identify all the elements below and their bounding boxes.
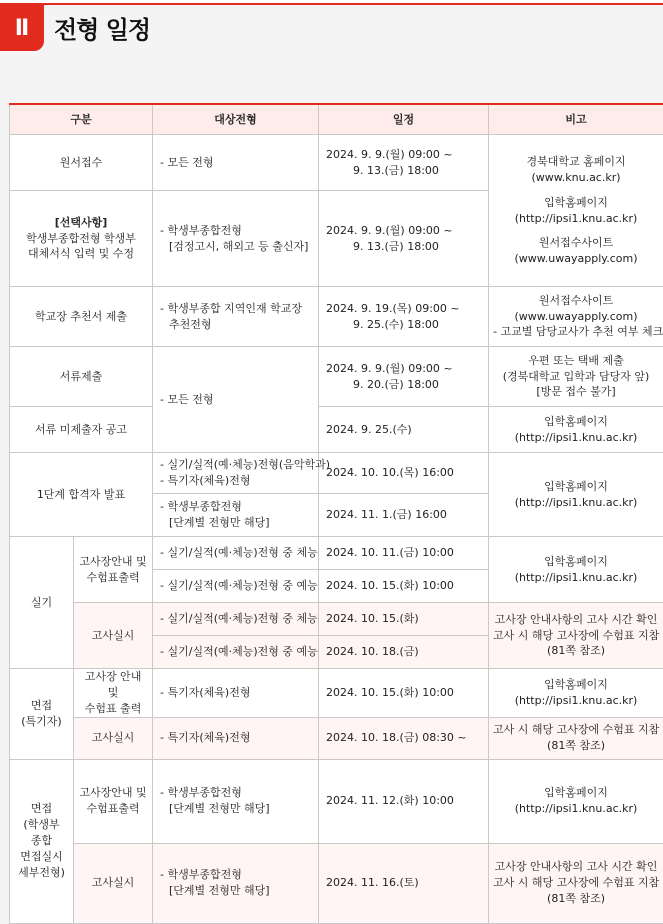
top-accent-line	[0, 0, 663, 5]
date-cell: 2024. 10. 10.(목) 16:00	[319, 453, 489, 494]
subcategory-line: 고사장안내 및	[78, 554, 148, 570]
table-row	[10, 759, 663, 843]
subcategory-cell	[74, 537, 153, 603]
note-line: 원서접수사이트	[493, 293, 659, 309]
target-line: - 학생부종합전형	[160, 785, 314, 801]
note-line: 고사장 안내사항의 고사 시간 확인	[493, 612, 659, 628]
subcategory-cell: 고사실시	[74, 717, 153, 759]
note-cell	[489, 759, 663, 843]
date-line: 9. 25.(수) 18:00	[326, 317, 484, 333]
target-cell: - 실기/실적(예·체능)전형 중 체능	[153, 537, 319, 570]
target-line: [검정고시, 해외고 등 출신자]	[160, 239, 314, 255]
date-line: 2024. 9. 9.(월) 09:00 ~	[326, 361, 484, 377]
subcategory-line: 고사장 안내 및	[78, 669, 148, 701]
table-header-row	[10, 104, 663, 135]
category-line: 면접	[14, 801, 69, 817]
date-cell: 2024. 9. 25.(수)	[319, 407, 489, 453]
table-row	[10, 287, 663, 347]
date-cell: 2024. 10. 11.(금) 10:00	[319, 537, 489, 570]
note-line: 입학홈페이지	[493, 554, 659, 570]
note-cell	[489, 287, 663, 347]
target-cell: - 실기/실적(예·체능)전형 중 예능	[153, 570, 319, 603]
note-line: 입학홈페이지	[493, 195, 659, 211]
note-line: 원서접수사이트	[493, 235, 659, 251]
note-cell	[489, 669, 663, 718]
target-cell: - 실기/실적(예·체능)전형 중 예능	[153, 636, 319, 669]
note-line: 고사장 안내사항의 고사 시간 확인	[493, 859, 659, 875]
table-row	[10, 603, 663, 636]
table-row	[10, 407, 663, 453]
category-line: 학생부종합전형 학생부	[14, 231, 148, 247]
category-cell: 서류 미제출자 공고	[10, 407, 153, 453]
target-line: - 실기/실적(예·체능)전형(음악학과)	[160, 457, 314, 473]
target-cell	[153, 494, 319, 537]
note-line: 입학홈페이지	[493, 785, 659, 801]
col-header-category: 구분	[10, 104, 153, 135]
col-header-date: 일정	[319, 104, 489, 135]
date-cell: 2024. 11. 16.(토)	[319, 843, 489, 923]
subcategory-line: 수험표출력	[78, 801, 148, 817]
note-cell	[489, 453, 663, 537]
note-cell	[489, 603, 663, 669]
note-cell	[489, 347, 663, 407]
date-line: 2024. 9. 9.(월) 09:00 ~	[326, 223, 484, 239]
target-line: - 학생부종합전형	[160, 223, 314, 239]
subcategory-line: 고사장안내 및	[78, 785, 148, 801]
note-cell	[489, 537, 663, 603]
target-cell: - 모든 전형	[153, 135, 319, 191]
section-number-badge	[0, 5, 44, 51]
category-cell: 학교장 추천서 제출	[10, 287, 153, 347]
date-line: 9. 20.(금) 18:00	[326, 377, 484, 393]
target-line: [단계별 전형만 해당]	[160, 801, 314, 817]
table-row	[10, 135, 663, 191]
date-line: 9. 13.(금) 18:00	[326, 163, 484, 179]
category-line: 대체서식 입력 및 수정	[14, 246, 148, 262]
note-line: 입학홈페이지	[493, 479, 659, 495]
note-line: (81쪽 참조)	[493, 738, 659, 754]
date-cell: 2024. 11. 1.(금) 16:00	[319, 494, 489, 537]
date-cell	[319, 135, 489, 191]
target-cell: - 실기/실적(예·체능)전형 중 체능	[153, 603, 319, 636]
col-header-note: 비고	[489, 104, 663, 135]
target-cell: - 모든 전형	[153, 347, 319, 453]
category-line: 세부전형)	[14, 865, 69, 881]
note-line: (http://ipsi1.knu.ac.kr)	[493, 801, 659, 817]
note-line: (www.uwayapply.com)	[493, 309, 659, 325]
note-line: 우편 또는 택배 제출	[493, 353, 659, 369]
date-cell: 2024. 10. 15.(화) 10:00	[319, 669, 489, 718]
note-line: [방문 접수 불가]	[493, 384, 659, 400]
target-cell	[153, 287, 319, 347]
category-line: 면접실시	[14, 849, 69, 865]
subcategory-line: 수험표출력	[78, 570, 148, 586]
date-line: 2024. 9. 9.(월) 09:00 ~	[326, 147, 484, 163]
note-cell	[489, 135, 663, 287]
table-row	[10, 537, 663, 570]
col-header-target: 대상전형	[153, 104, 319, 135]
note-line: (http://ipsi1.knu.ac.kr)	[493, 430, 659, 446]
target-line: [단계별 전형만 해당]	[160, 883, 314, 899]
date-cell: 2024. 10. 15.(화)	[319, 603, 489, 636]
target-cell	[153, 453, 319, 494]
subcategory-line: 수험표 출력	[78, 701, 148, 717]
target-cell: - 특기자(체육)전형	[153, 669, 319, 718]
date-cell: 2024. 10. 15.(화) 10:00	[319, 570, 489, 603]
note-line: (www.uwayapply.com)	[493, 251, 659, 267]
category-cell: 실기	[10, 537, 74, 669]
table-row	[10, 717, 663, 759]
target-line: - 특기자(체육)전형	[160, 473, 314, 489]
category-cell: 서류제출	[10, 347, 153, 407]
subcategory-cell	[74, 669, 153, 718]
note-line: 고사 시 해당 고사장에 수험표 지참	[493, 722, 659, 738]
note-line: (http://ipsi1.knu.ac.kr)	[493, 570, 659, 586]
note-line: (경북대학교 입학과 담당자 앞)	[493, 369, 659, 385]
note-line: - 고교별 담당교사가 추천 여부 체크	[493, 324, 659, 340]
note-line: (http://ipsi1.knu.ac.kr)	[493, 495, 659, 511]
note-line: (http://ipsi1.knu.ac.kr)	[493, 693, 659, 709]
category-cell	[10, 669, 74, 760]
category-cell: 1단계 합격자 발표	[10, 453, 153, 537]
note-line: 고사 시 해당 고사장에 수험표 지참	[493, 875, 659, 891]
note-cell	[489, 843, 663, 923]
target-line: - 학생부종합 지역인재 학교장	[160, 301, 314, 317]
note-line: (81쪽 참조)	[493, 891, 659, 907]
subcategory-cell	[74, 759, 153, 843]
page-title: 전형 일정	[54, 10, 150, 45]
category-line: 종합	[14, 833, 69, 849]
table-row	[10, 453, 663, 494]
note-line: 입학홈페이지	[493, 414, 659, 430]
target-cell	[153, 191, 319, 287]
date-cell	[319, 287, 489, 347]
category-cell	[10, 759, 74, 923]
target-cell	[153, 843, 319, 923]
category-cell: 원서접수	[10, 135, 153, 191]
date-line: 9. 13.(금) 18:00	[326, 239, 484, 255]
subcategory-cell: 고사실시	[74, 603, 153, 669]
note-line: (www.knu.ac.kr)	[493, 170, 659, 186]
category-cell	[10, 191, 153, 287]
note-line: 고사 시 해당 고사장에 수험표 지참	[493, 628, 659, 644]
admission-schedule-table	[9, 103, 663, 924]
category-line: 면접	[14, 698, 69, 714]
target-line: 추천전형	[160, 317, 314, 333]
date-line: 2024. 9. 19.(목) 09:00 ~	[326, 301, 484, 317]
note-cell	[489, 407, 663, 453]
target-cell	[153, 759, 319, 843]
note-line: (http://ipsi1.knu.ac.kr)	[493, 211, 659, 227]
section-number: Ⅱ	[15, 16, 30, 41]
date-cell: 2024. 10. 18.(금) 08:30 ~	[319, 717, 489, 759]
note-line: (81쪽 참조)	[493, 643, 659, 659]
date-cell	[319, 191, 489, 287]
target-line: - 학생부종합전형	[160, 867, 314, 883]
note-cell	[489, 717, 663, 759]
target-line: [단계별 전형만 해당]	[160, 515, 314, 531]
table-row	[10, 347, 663, 407]
category-bold-label: [선택사항]	[14, 215, 148, 231]
target-cell: - 특기자(체육)전형	[153, 717, 319, 759]
date-cell	[319, 347, 489, 407]
note-line: 경북대학교 홈페이지	[493, 154, 659, 170]
category-line: (특기자)	[14, 714, 69, 730]
date-cell: 2024. 11. 12.(화) 10:00	[319, 759, 489, 843]
date-cell: 2024. 10. 18.(금)	[319, 636, 489, 669]
note-line: 입학홈페이지	[493, 677, 659, 693]
table-row	[10, 669, 663, 718]
category-line: (학생부	[14, 817, 69, 833]
table-row	[10, 843, 663, 923]
target-line: - 학생부종합전형	[160, 499, 314, 515]
subcategory-cell: 고사실시	[74, 843, 153, 923]
